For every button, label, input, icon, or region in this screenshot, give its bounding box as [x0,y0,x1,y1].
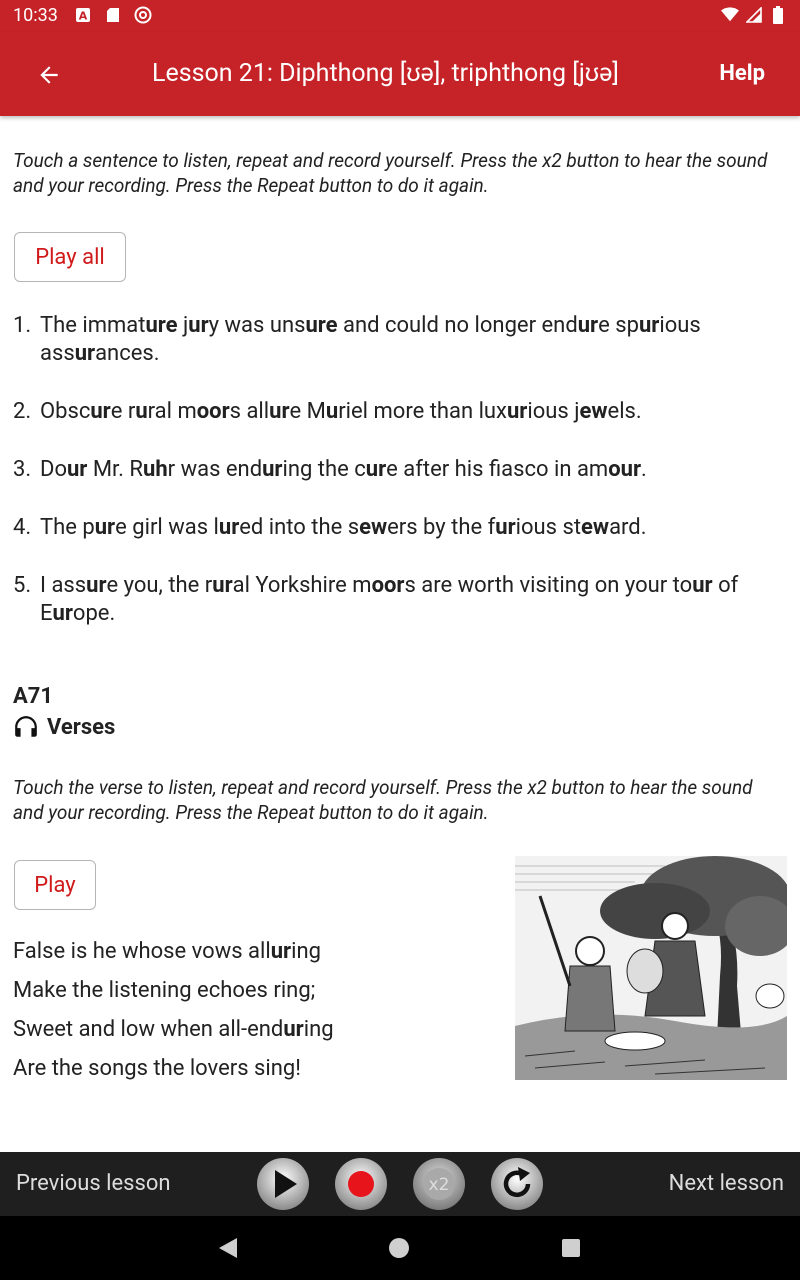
highlighted-sound: ew [581,515,610,540]
repeat-icon [490,1157,544,1211]
text-segment: Sweet and low when all-end [13,1017,284,1042]
text-segment: riel more than lux [338,399,507,424]
section-code: A71 [13,684,54,709]
sd-card-icon [104,6,122,24]
play-button[interactable] [256,1157,310,1211]
help-button[interactable]: Help [719,61,765,86]
text-segment: ope. [72,601,116,626]
highlighted-sound: ur [86,573,107,598]
a-letter-icon [74,6,92,24]
text-segment: s all [229,399,270,424]
app-bar [0,32,800,116]
text-segment: Mr. R [87,457,143,482]
text-segment: e r [110,399,136,424]
highlighted-sound: ur [506,399,528,424]
highlighted-sound: ur [577,313,599,338]
sentence-item[interactable] [13,456,788,484]
text-segment: . [641,457,647,482]
text-segment: ious ass [40,313,701,366]
verse-line [13,971,334,1010]
page-title: Lesson 21: Diphthong [ʊə], triphthong [jʊə] [152,59,619,88]
record-icon [334,1157,388,1211]
home-circle-icon [387,1236,411,1260]
text-segment: ious st [515,515,582,540]
sentence-number: 5. [13,573,32,598]
text-segment: of E [40,573,739,626]
play-verse-button[interactable]: Play [14,860,96,910]
sentence-item[interactable] [13,398,788,426]
text-segment: ing the c [282,457,366,482]
highlighted-sound: ur [638,313,660,338]
text-segment: False is he whose vows all [13,939,271,964]
status-bar [0,0,800,32]
highlighted-sound: ur [74,341,96,366]
lesson-content[interactable] [0,116,800,1152]
nav-recents-button[interactable] [559,1236,583,1260]
text-segment: ious j [527,399,580,424]
section-title [13,714,115,740]
highlighted-sound: ew [359,515,388,540]
at-sign-icon [134,6,152,24]
sentences-instructions: Touch a sentence to listen, repeat and record yourself. Press the x2 button to hear the sound and your recording. Press the Repeat button to do it again. [13,149,768,197]
text-segment: The p [40,515,95,540]
record-button[interactable] [334,1157,388,1211]
highlighted-sound: ur [283,1017,304,1042]
recents-square-icon [560,1237,582,1259]
text-segment: e after his fiasco in am [386,457,609,482]
sentence-number: 2. [13,399,32,424]
text-segment: ing [291,939,321,964]
highlighted-sound: ur [212,573,233,598]
text-segment: Do [40,457,67,482]
text-segment: ances. [95,341,160,366]
verse-line [13,1049,334,1088]
text-segment: e you, the r [106,573,213,598]
highlighted-sound: ur [94,515,116,540]
system-nav-bar [0,1216,800,1280]
highlighted-sound: ur [188,313,209,338]
verse-line [13,1010,334,1049]
text-segment: e M [289,399,326,424]
highlighted-sound: ur [365,457,387,482]
text-segment: ing [303,1017,334,1042]
x2-text: x2 [428,1175,450,1195]
highlighted-sound: ur [90,399,111,424]
highlighted-sound: ure [305,313,338,338]
nav-back-button[interactable] [216,1236,240,1260]
x2-button[interactable] [412,1157,466,1211]
back-triangle-icon [217,1236,239,1260]
repeat-button[interactable] [490,1157,544,1211]
back-button[interactable] [26,52,72,98]
text-segment: ed into the s [239,515,360,540]
verse-text[interactable] [13,932,334,1088]
highlighted-sound: ur [262,457,283,482]
text-segment: I ass [40,573,87,598]
highlighted-sound: u [325,399,339,424]
sentence-number: 4. [13,515,32,540]
text-segment: els. [607,399,642,424]
highlighted-sound: ur [495,515,516,540]
headphones-icon [13,714,39,740]
text-segment: r was end [167,457,263,482]
previous-lesson-button[interactable]: Previous lesson [16,1171,171,1196]
sentence-number: 3. [13,457,32,482]
arrow-left-icon [36,62,62,88]
audio-control-bar [0,1152,800,1216]
text-segment: and could no longer end [337,313,578,338]
text-segment: The immat [40,313,146,338]
nav-home-button[interactable] [387,1236,411,1260]
highlighted-sound: uh [143,457,168,482]
highlighted-sound: oor [196,399,230,424]
status-time: 10:33 [13,5,58,26]
play-all-button[interactable]: Play all [14,232,126,282]
text-segment: ral m [147,399,197,424]
sentence-number: 1. [13,313,32,338]
text-segment: e girl was l [115,515,219,540]
signal-icon [745,6,763,24]
highlighted-sound: ew [579,399,608,424]
highlighted-sound: ur [692,573,713,598]
highlighted-sound: ur [269,399,290,424]
engraving-illustration [515,856,787,1080]
highlighted-sound: our [608,457,641,482]
text-segment: j [177,313,189,338]
verse-line [13,932,334,971]
wifi-icon [721,6,739,24]
battery-icon [769,6,787,24]
highlighted-sound: oor [371,573,405,598]
verses-instructions: Touch the verse to listen, repeat and record yourself. Press the x2 button to hear the sound and your recording. Press the Repeat button to do it again. [13,776,753,824]
play-icon [256,1157,310,1211]
svg-text:A: A [78,9,88,23]
text-segment: e sp [598,313,639,338]
section-title-label: Verses [47,714,116,740]
text-segment: Are the songs the lovers sing! [13,1056,301,1081]
highlighted-sound: ure [145,313,178,338]
highlighted-sound: ur [52,601,73,626]
highlighted-sound: ur [270,939,292,964]
text-segment: Obsc [40,399,91,424]
sentence-item[interactable] [13,312,788,368]
text-segment: y was uns [208,313,306,338]
sentence-item[interactable] [13,572,788,628]
highlighted-sound: ur [218,515,240,540]
next-lesson-button[interactable]: Next lesson [668,1171,784,1196]
text-segment: s are worth visiting on your to [404,573,693,598]
sentence-list [13,312,788,658]
highlighted-sound: ur [66,457,88,482]
text-segment: ard. [609,515,647,540]
x2-icon [412,1157,466,1211]
sentence-item[interactable] [13,514,788,542]
highlighted-sound: u [135,399,148,424]
text-segment: ers by the f [387,515,496,540]
text-segment: al Yorkshire m [232,573,372,598]
text-segment: Make the listening echoes ring; [13,978,316,1003]
